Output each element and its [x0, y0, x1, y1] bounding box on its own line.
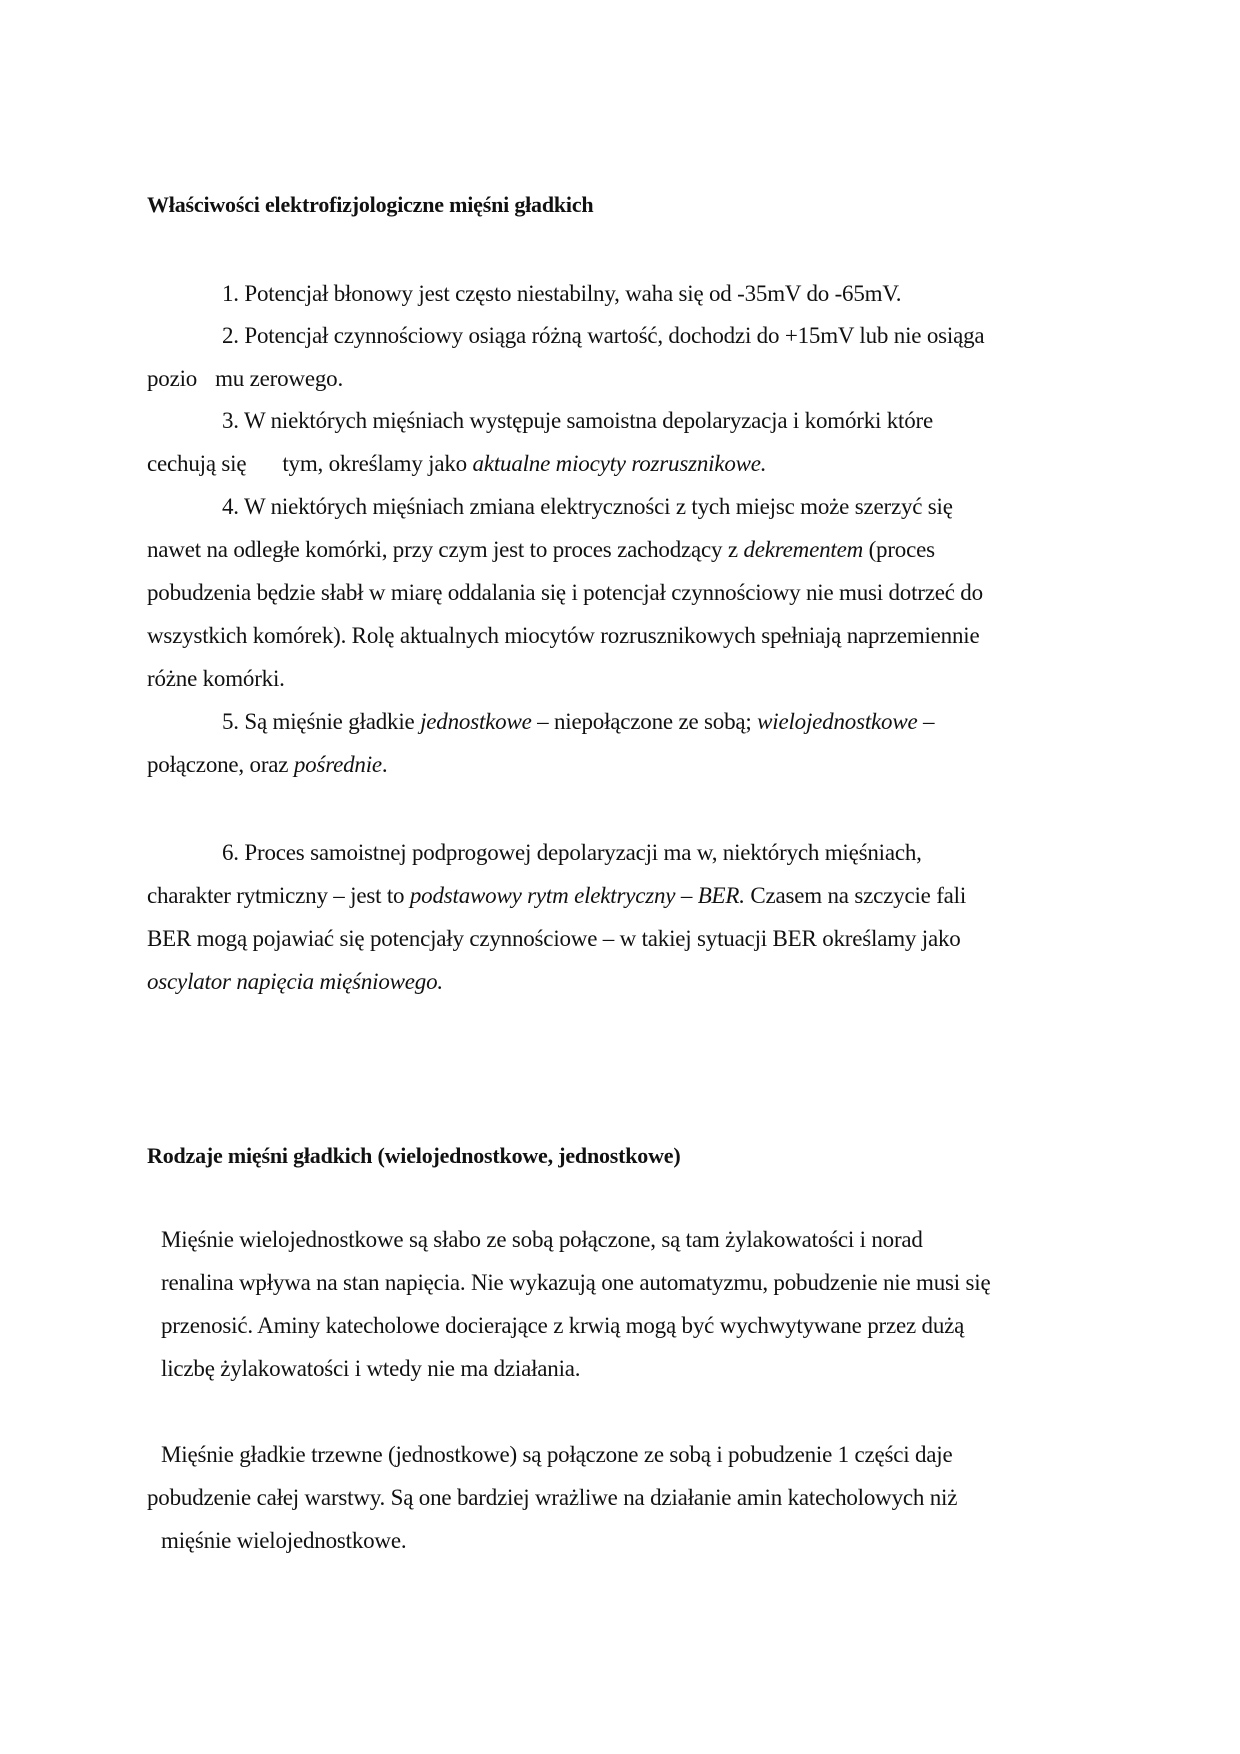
list-item-4-line-1: 4. W niektórych mięśniach zmiana elektryczności z tych miejsc może szerzyć się: [222, 494, 953, 519]
italic-term: aktualne miocyty rozrusznikowe.: [472, 451, 767, 476]
list-item-6-line-1: 6. Proces samoistnej podprogowej depolaryzacji ma w, niektórych mięśniach,: [222, 840, 922, 865]
italic-term: wielojednostkowe: [757, 709, 918, 734]
list-item-6-line-3: BER mogą pojawiać się potencjały czynnościowe – w takiej sytuacji BER określamy jako: [147, 926, 961, 951]
list-item-2-line-1: 2. Potencjał czynnościowy osiąga różną wartość, dochodzi do +15mV lub nie osiąga: [222, 323, 985, 348]
paragraph-1-line-2: renalina wpływa na stan napięcia. Nie wykazują one automatyzmu, pobudzenie nie musi się: [161, 1270, 991, 1295]
paragraph-1-line-3: przenosić. Aminy katecholowe docierające z krwią mogą być wychwytywane przez dużą: [161, 1313, 965, 1338]
italic-term: oscylator napięcia mięśniowego.: [147, 969, 443, 994]
paragraph-1-line-1: Mięśnie wielojednostkowe są słabo ze sobą połączone, są tam żylakowatości i norad: [161, 1227, 923, 1252]
list-item-6-line-4: [147, 967, 443, 997]
list-item-4-line-4: wszystkich komórek). Rolę aktualnych miocytów rozrusznikowych spełniają naprzemiennie: [147, 623, 980, 648]
section-title: Właściwości elektrofizjologiczne mięśni gładkich: [147, 192, 594, 217]
section-title: Rodzaje mięśni gładkich (wielojednostkowe, jednostkowe): [147, 1143, 681, 1168]
list-item-1: 1. Potencjał błonowy jest często niestabilny, waha się od -35mV do -65mV.: [222, 281, 902, 306]
italic-term: podstawowy rytm elektryczny – BER.: [409, 883, 745, 908]
italic-term: pośrednie: [293, 752, 382, 777]
text-fragment: charakter rytmiczny – jest to: [147, 883, 410, 908]
list-item-4-line-3: pobudzenia będzie słabł w miarę oddalania się i potencjał czynnościowy nie musi dotrzeć do: [147, 580, 983, 605]
italic-term: jednostkowe: [420, 709, 532, 734]
text-fragment: tym, określamy jako: [282, 451, 473, 476]
paragraph-2-line-1: Mięśnie gładkie trzewne (jednostkowe) są połączone ze sobą i pobudzenie 1 części daje: [161, 1442, 953, 1467]
text-fragment: –: [917, 709, 935, 734]
paragraph-2-line-3: mięśnie wielojednostkowe.: [161, 1528, 407, 1553]
text-fragment: nawet na odległe komórki, przy czym jest to proces zachodzący z: [147, 537, 744, 562]
text-fragment: (proces: [863, 537, 935, 562]
list-item-2-line-2: [147, 364, 343, 394]
list-item-3-line-2: [147, 449, 766, 479]
paragraph-1-line-4: liczbę żylakowatości i wtedy nie ma działania.: [161, 1356, 581, 1381]
text-fragment: .: [381, 752, 388, 777]
text-fragment: pozio: [147, 366, 198, 391]
text-fragment: Czasem na szczycie fali: [744, 883, 967, 908]
list-item-3-line-1: 3. W niektórych mięśniach występuje samoistna depolaryzacja i komórki które: [222, 408, 934, 433]
text-fragment: cechują się: [147, 451, 247, 476]
list-item-4-line-5: różne komórki.: [147, 666, 285, 691]
paragraph-2-line-2: pobudzenie całej warstwy. Są one bardziej wrażliwe na działanie amin katecholowych niż: [147, 1485, 958, 1510]
list-item-5-line-1: [222, 707, 934, 737]
text-fragment: mu zerowego.: [215, 366, 343, 391]
list-item-5-line-2: [147, 750, 387, 780]
text-fragment: 5. Są mięśnie gładkie: [222, 709, 421, 734]
list-item-6-line-2: [147, 881, 966, 911]
text-fragment: połączone, oraz: [147, 752, 294, 777]
list-item-4-line-2: [147, 535, 935, 565]
italic-term: dekrementem: [743, 537, 864, 562]
text-fragment: – niepołączone ze sobą;: [531, 709, 758, 734]
